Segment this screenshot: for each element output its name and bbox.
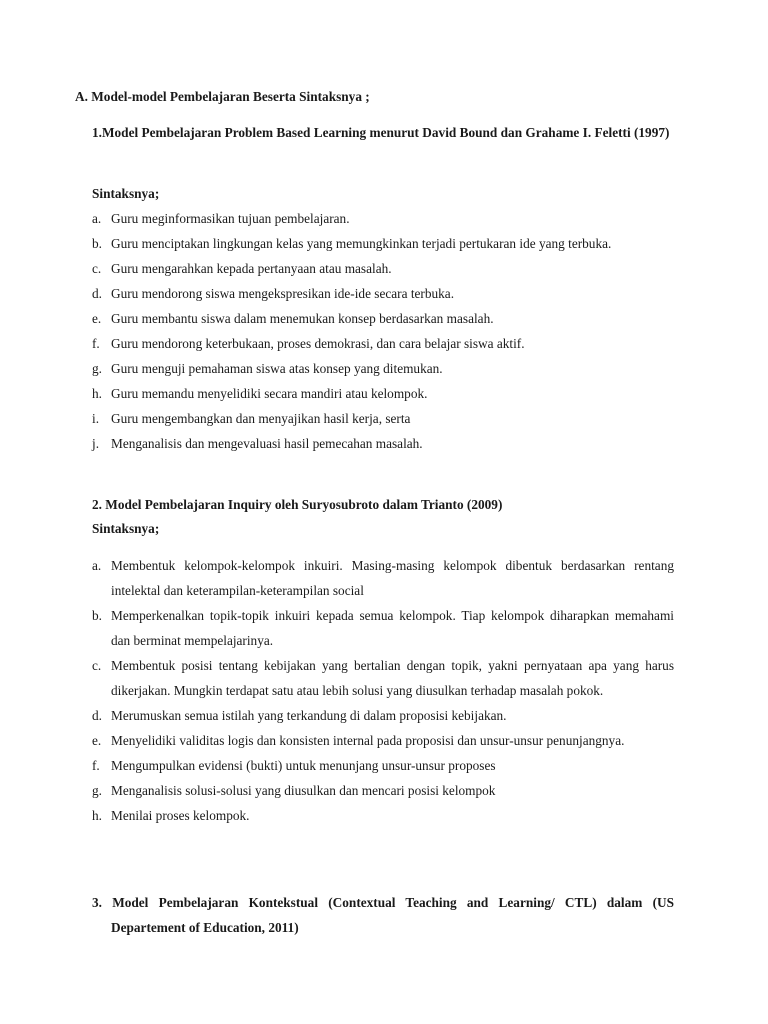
- list-item-text: Merumuskan semua istilah yang terkandung di dalam proposisi kebijakan.: [111, 708, 507, 723]
- list-item: [92, 431, 674, 456]
- list-item-text: Guru mendorong keterbukaan, proses demokrasi, dan cara belajar siswa aktif.: [111, 336, 525, 351]
- list-marker: i.: [92, 411, 100, 426]
- list-marker: a.: [92, 211, 102, 226]
- list-marker: f.: [92, 758, 100, 773]
- list-item-text: Guru memandu menyelidiki secara mandiri atau kelompok.: [111, 386, 428, 401]
- list-marker: f.: [92, 336, 100, 351]
- list-item: [92, 331, 674, 356]
- list-marker: e.: [92, 733, 102, 748]
- list-item-text: Mengumpulkan evidensi (bukti) untuk menunjang unsur-unsur proposes: [111, 758, 496, 773]
- model-2-syntax-label: Sintaksnya;: [92, 521, 160, 536]
- list-marker: g.: [92, 783, 102, 798]
- list-item: [92, 728, 674, 753]
- list-marker: d.: [92, 286, 102, 301]
- list-marker: a.: [92, 558, 102, 573]
- list-item: [92, 753, 674, 778]
- list-item-text: Menyelidiki validitas logis dan konsisten internal pada proposisi dan unsur-unsur penunjangnya.: [111, 733, 625, 748]
- list-item-text: Guru mengarahkan kepada pertanyaan atau masalah.: [111, 261, 392, 276]
- list-item-text: Guru menciptakan lingkungan kelas yang memungkinkan terjadi pertukaran ide yang terbuka.: [111, 236, 612, 251]
- list-item-text: Menganalisis dan mengevaluasi hasil pemecahan masalah.: [111, 436, 423, 451]
- list-item: [92, 653, 674, 703]
- list-item: [92, 603, 674, 653]
- list-item: [92, 356, 674, 381]
- section-title: A. Model-model Pembelajaran Beserta Sintaksnya ;: [75, 89, 370, 104]
- list-marker: h.: [92, 808, 102, 823]
- list-marker: d.: [92, 708, 102, 723]
- model-2-title: 2. Model Pembelajaran Inquiry oleh Suryosubroto dalam Trianto (2009): [92, 497, 503, 512]
- list-marker: c.: [92, 658, 102, 673]
- list-marker: c.: [92, 261, 102, 276]
- list-item: [92, 281, 674, 306]
- list-item: [92, 803, 674, 828]
- model-3-title: 3. Model Pembelajaran Kontekstual (Contextual Teaching and Learning/ CTL) dalam (US Departement of Education, 2011): [92, 895, 674, 935]
- list-item: [92, 231, 674, 256]
- list-item: [92, 256, 674, 281]
- list-item: [92, 553, 674, 603]
- list-item: [92, 778, 674, 803]
- list-item: [92, 206, 674, 231]
- list-item-text: Guru mendorong siswa mengekspresikan ide-ide secara terbuka.: [111, 286, 455, 301]
- list-item-text: Menganalisis solusi-solusi yang diusulkan dan mencari posisi kelompok: [111, 783, 496, 798]
- model-1-steps: [92, 206, 674, 456]
- list-item-text: Membentuk kelompok-kelompok inkuiri. Masing-masing kelompok dibentuk berdasarkan rentang intelektal dan keterampilan-keterampilan social: [111, 558, 674, 598]
- list-item-text: Guru mengembangkan dan menyajikan hasil kerja, serta: [111, 411, 411, 426]
- list-item: [92, 703, 674, 728]
- model-1-syntax-label: Sintaksnya;: [92, 186, 160, 201]
- list-marker: j.: [92, 436, 100, 451]
- list-item-text: Memperkenalkan topik-topik inkuiri kepada semua kelompok. Tiap kelompok diharapkan memahami dan berminat mempelajarinya.: [111, 608, 674, 648]
- list-marker: b.: [92, 236, 102, 251]
- list-item-text: Membentuk posisi tentang kebijakan yang bertalian dengan topik, yakni pernyataan apa yang harus dikerjakan. Mungkin terdapat satu atau lebih solusi yang diusulkan terhadap masalah pokok.: [111, 658, 674, 698]
- list-marker: b.: [92, 608, 102, 623]
- model-1-title: 1.Model Pembelajaran Problem Based Learning menurut David Bound dan Grahame I. Feletti (1997): [92, 125, 670, 140]
- list-marker: h.: [92, 386, 102, 401]
- list-marker: e.: [92, 311, 102, 326]
- list-item-text: Guru meginformasikan tujuan pembelajaran.: [111, 211, 350, 226]
- list-item: [92, 306, 674, 331]
- list-item: [92, 406, 674, 431]
- list-marker: g.: [92, 361, 102, 376]
- list-item-text: Guru membantu siswa dalam menemukan konsep berdasarkan masalah.: [111, 311, 494, 326]
- list-item-text: Menilai proses kelompok.: [111, 808, 250, 823]
- model-2-steps: [92, 553, 674, 828]
- list-item-text: Guru menguji pemahaman siswa atas konsep yang ditemukan.: [111, 361, 443, 376]
- list-item: [92, 381, 674, 406]
